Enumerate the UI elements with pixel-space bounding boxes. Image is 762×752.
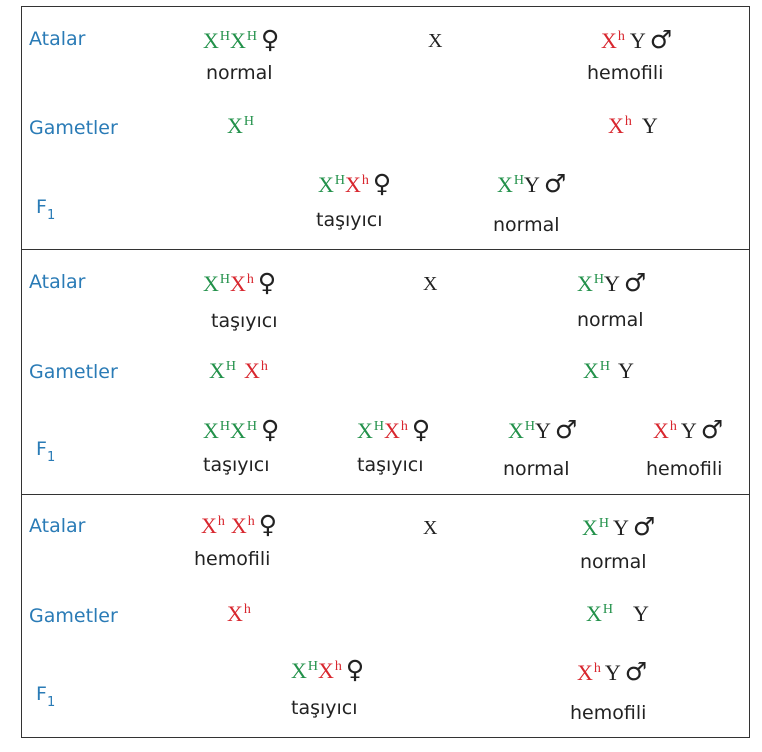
phenotype-tasiyici: taşıyıcı — [291, 697, 358, 719]
gamete-2a: $X^H$ $X^h$ — [209, 358, 268, 383]
phenotype-normal: normal — [206, 62, 273, 84]
phenotype-hemofili: hemofili — [194, 548, 271, 570]
gamete-1a: $X^H$ — [227, 113, 255, 138]
female-symbol-icon: ♀ — [411, 415, 431, 444]
male-symbol-icon: ♂ — [632, 512, 656, 541]
cross-symbol-1: X — [428, 30, 443, 52]
atalar-label-2: Atalar — [29, 271, 86, 293]
male-symbol-icon: ♂ — [554, 415, 578, 444]
gamete-2b: $X^H$ Y — [583, 358, 634, 383]
male-symbol-icon: ♂ — [624, 657, 648, 686]
section-divider-1 — [21, 249, 750, 250]
phenotype-tasiyici: taşıyıcı — [357, 454, 424, 476]
offspring-genotype-2d: $X^h$ Y ♂ — [653, 415, 724, 444]
parent-female-genotype-2: $X^HX^h$ ♀ — [203, 268, 277, 297]
male-symbol-icon: ♂ — [700, 415, 724, 444]
f1-label-1: $F_1$ — [36, 196, 56, 223]
offspring-genotype-3a: $X^HX^h$ ♀ — [291, 655, 365, 684]
section-divider-2 — [21, 494, 750, 495]
cross-symbol-3: X — [423, 517, 438, 539]
gametler-label-2: Gametler — [29, 361, 118, 383]
f1-label-2: $F_1$ — [36, 438, 56, 465]
phenotype-hemofili: hemofili — [587, 62, 664, 84]
offspring-genotype-1b: $X^HY$ ♂ — [497, 169, 567, 198]
female-symbol-icon: ♀ — [372, 169, 392, 198]
gamete-3b: $X^H$ Y — [586, 601, 649, 626]
male-symbol-icon: ♂ — [543, 169, 567, 198]
female-symbol-icon: ♀ — [257, 268, 277, 297]
male-symbol-icon: ♂ — [623, 268, 647, 297]
female-symbol-icon: ♀ — [345, 655, 365, 684]
phenotype-normal: normal — [493, 214, 560, 236]
gametler-label-3: Gametler — [29, 605, 118, 627]
offspring-genotype-2a: $X^HX^H$ ♀ — [203, 415, 280, 444]
phenotype-tasiyici: taşıyıcı — [211, 310, 278, 332]
atalar-label-1: Atalar — [29, 28, 86, 50]
cross-symbol-2: X — [423, 273, 438, 295]
parent-female-genotype-1: $X^HX^H$ ♀ — [203, 25, 280, 54]
f1-label-3: $F_1$ — [36, 683, 56, 710]
phenotype-hemofili: hemofili — [646, 458, 723, 480]
parent-male-genotype-3: $X^H$ Y ♂ — [582, 512, 656, 541]
female-symbol-icon: ♀ — [261, 25, 280, 54]
phenotype-hemofili: hemofili — [570, 702, 647, 724]
gametler-label-1: Gametler — [29, 117, 118, 139]
phenotype-normal: normal — [503, 458, 570, 480]
male-symbol-icon: ♂ — [649, 25, 673, 54]
parent-female-genotype-3: $X^h$ $X^h$ ♀ — [201, 510, 278, 539]
phenotype-tasiyici: taşıyıcı — [316, 209, 383, 231]
atalar-label-3: Atalar — [29, 515, 86, 537]
phenotype-normal: normal — [580, 551, 647, 573]
offspring-genotype-2c: $X^HY$ ♂ — [508, 415, 578, 444]
female-symbol-icon: ♀ — [258, 510, 278, 539]
female-symbol-icon: ♀ — [261, 415, 280, 444]
gamete-3a: $X^h$ — [227, 601, 251, 626]
offspring-genotype-1a: $X^HX^h$ ♀ — [318, 169, 392, 198]
gamete-1b: $X^h$ Y — [608, 113, 658, 138]
parent-male-genotype-1: $X^h$ Y ♂ — [601, 25, 673, 54]
phenotype-normal: normal — [577, 309, 644, 331]
phenotype-tasiyici: taşıyıcı — [203, 454, 270, 476]
offspring-genotype-2b: $X^HX^h$ ♀ — [357, 415, 431, 444]
offspring-genotype-3b: $X^h$ Y ♂ — [577, 657, 648, 686]
parent-male-genotype-2: $X^HY$ ♂ — [577, 268, 647, 297]
